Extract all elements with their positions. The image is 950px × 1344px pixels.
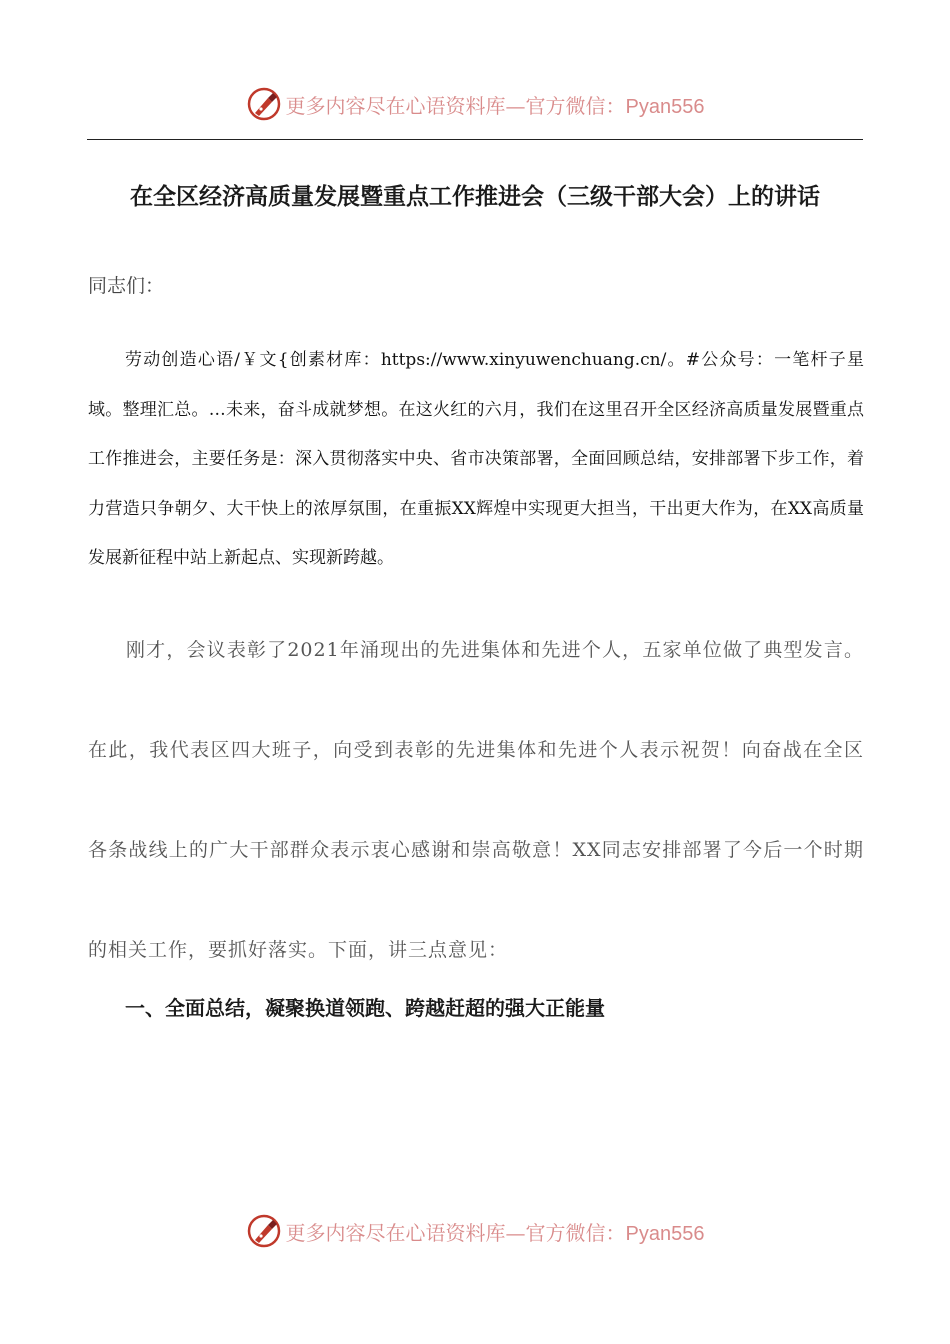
document-title: 在全区经济高质量发展暨重点工作推进会（三级干部大会）上的讲话 — [130, 183, 820, 210]
header-divider — [87, 139, 863, 140]
salutation: 同志们： — [88, 275, 165, 297]
banner-text: 更多内容尽在心语资料库—官方微信：Pyan556 — [285, 1220, 705, 1245]
pen-nib-logo-icon — [246, 1213, 282, 1249]
banner-handle: Pyan556 — [625, 95, 705, 118]
pen-nib-logo-icon — [246, 86, 282, 122]
section-heading-1: 一、全面总结，凝聚换道领跑、跨越赶超的强大正能量 — [125, 996, 605, 1020]
banner-handle: Pyan556 — [625, 1222, 705, 1245]
paragraph-intro: 劳动创造心语/￥文{创素材库：https://www.xinyuwenchuang.cn/。#公众号：一笔杆子星域。整理汇总。…未来，奋斗成就梦想。在这火红的六月，我们在这里召开全区经济高质量发展暨重点工作推进会，主要任务是：深入贯彻落实中央、省市决策部署，全面回顾总结，安排部署下步工作，着力营造只争朝夕、大干快上的浓厚氛围，在重振XX辉煌中实现更大担当，干出更大作为，在XX高质量发展新征程中站上新起点、实现新跨越。 — [88, 350, 864, 568]
paragraph-commendation: 刚才，会议表彰了2021年涌现出的先进集体和先进个人，五家单位做了典型发言。在此，我代表区四大班子，向受到表彰的先进集体和先进个人表示祝贺！向奋战在全区各条战线上的广大干部群众表示衷心感谢和崇高敬意！XX同志安排部署了今后一个时期的相关工作，要抓好落实。下面，讲三点意见： — [88, 639, 864, 961]
footer-banner — [0, 1211, 950, 1251]
banner-text: 更多内容尽在心语资料库—官方微信：Pyan556 — [285, 93, 705, 118]
header-banner — [0, 84, 950, 124]
